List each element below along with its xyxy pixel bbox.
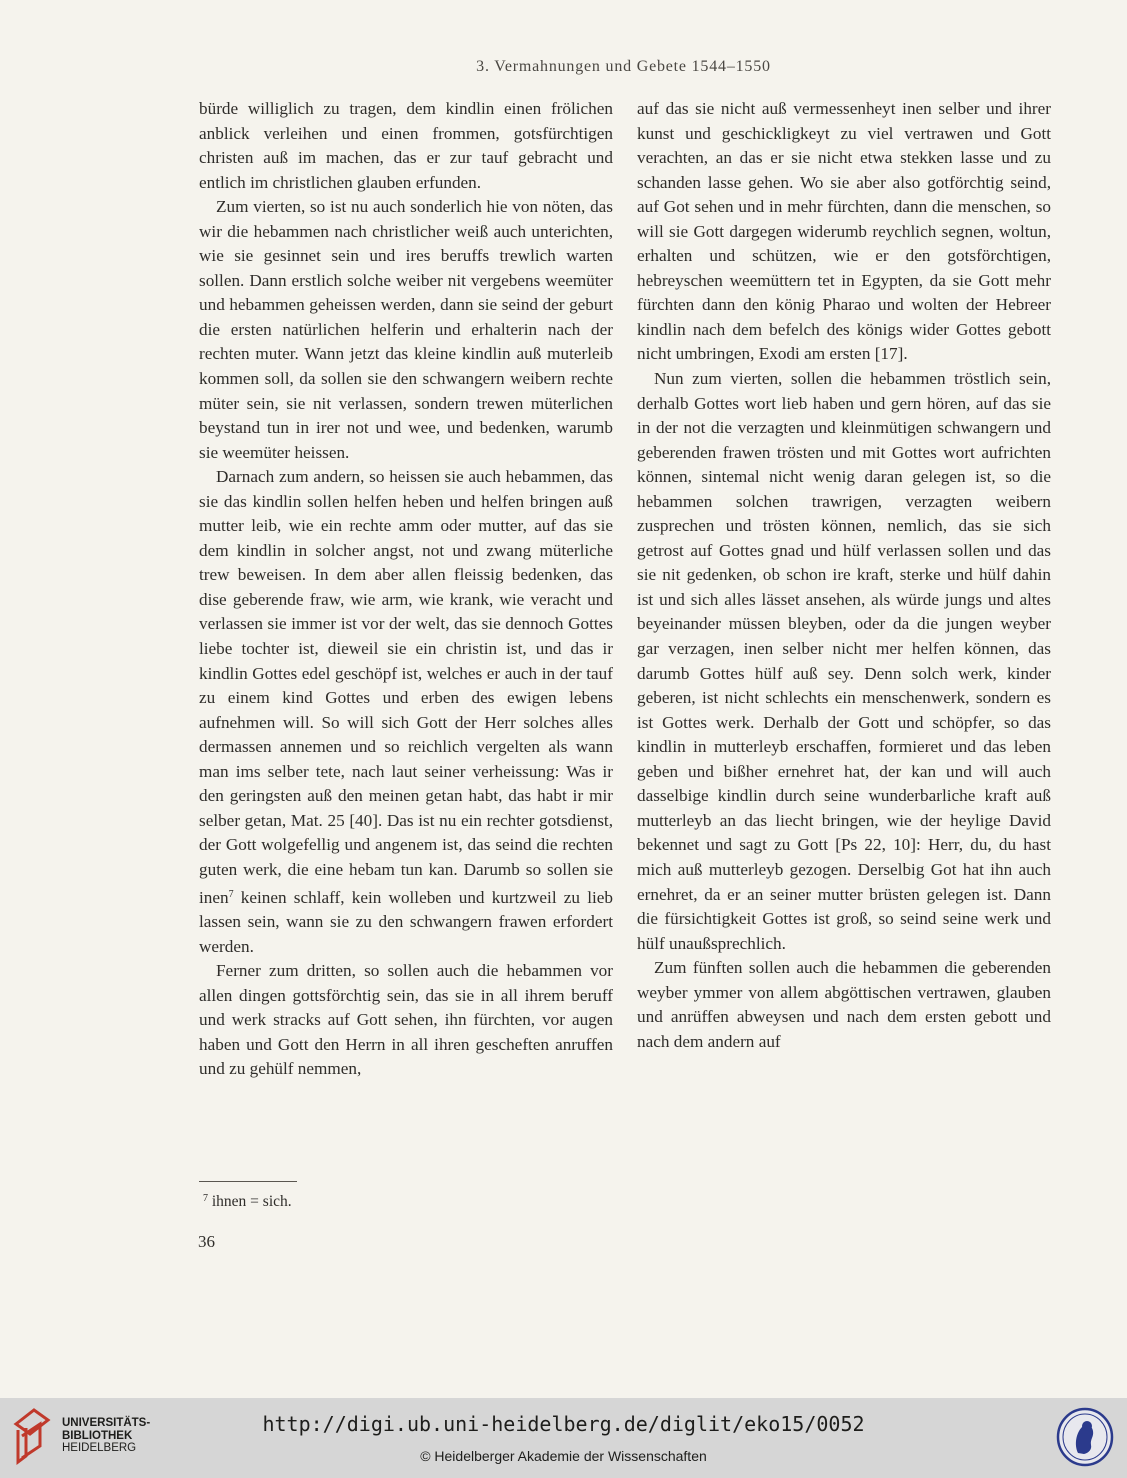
- library-line-1: UNIVERSITÄTS-: [62, 1417, 151, 1429]
- paragraph-text-cont: keinen schlaff, kein wolleben und kurtzweil zu lieb lassen sein, wann sie zu den schwangern frawen erfordert werden.: [199, 887, 613, 956]
- running-title: 3. Vermahnungen und Gebete 1544–1550: [476, 58, 771, 75]
- viewer-footer: [0, 1398, 1127, 1478]
- footnote-marker: 7: [203, 1193, 208, 1204]
- library-line-3: HEIDELBERG: [62, 1442, 137, 1454]
- paragraph-text: Darnach zum andern, so heissen sie auch hebammen, das sie das kindlin sollen helfen heben und helfen bringen auß mutter leib, wie ein rechte amm oder mutter, auf das sie dem kindlin in solcher angst, not und zwang müterliche trew beweisen. In dem aber allen fleissig bedenken, das dise geberende fraw, wie arm, wie krank, wie veracht und verlassen sie immer ist vor der welt, das sie dennoch Gottes liebe tochter ist, dieweil sie ein christin ist, und das ir kindlin Gottes edel geschöpf ist, welches er auch in der tauf zu einem kind Gottes und erben des ewigen lebens aufnehmen will. So will sich Gott der Herr solches alles dermassen annemen und so reichlich vergelten als wann man ims selber tete, nach laut seiner verheissung: Was ir den geringsten auß den meinen getan habt, das habt ir mir selber getan, Mat. 25 [40]. Das ist nu ein rechter gotsdienst, der Gott wolgefellig und angenem ist, das seind die rechten guten werk, die eine hebam tun kan. Darumb so sollen sie inen: [199, 467, 613, 907]
- paragraph: Ferner zum dritten, so sollen auch die hebammen vor allen dingen gottsförchtig sein, das sie in all ihrem beruff und werk stracks auf Gott sehen, ihn fürchten, vor augen haben und Gott den Herrn in all ihren gescheften anruffen und zu gehülf nemmen,: [199, 961, 613, 1079]
- footnote-ref[interactable]: 7: [228, 888, 234, 900]
- academy-seal-icon[interactable]: [1056, 1407, 1114, 1467]
- paragraph: [199, 465, 613, 959]
- library-line-2: BIBLIOTHEK: [62, 1429, 133, 1442]
- paragraph: bürde williglich zu tragen, dem kindlin einen frölichen anblick verleihen und einen frommen, gotsfürchtigen christen auß im machen, das er zur tauf gebracht und entlich im christlichen glauben erfunden.: [199, 99, 613, 192]
- permalink-url[interactable]: http://digi.ub.uni-heidelberg.de/diglit/eko15/0052: [262, 1412, 865, 1436]
- footnote: [203, 1193, 292, 1211]
- left-column: [199, 97, 613, 1082]
- paragraph: Zum fünften sollen auch die hebammen die geberenden weyber ymmer von allem abgöttischen vertrawen, glauben und anrüffen abweysen und nach dem ersten gebott und nach dem andern auf: [637, 958, 1051, 1051]
- footnote-rule: [199, 1181, 297, 1182]
- paragraph: Nun zum vierten, sollen die hebammen tröstlich sein, derhalb Gottes wort lieb haben und gern hören, auf das sie in der not die verzagten und kleinmütigen schwangern und geberenden frawen trösten und mit Gottes wort aufrichten können, sintemal nicht wenig daran gelegen ist, so die hebammen solchen trawrigen, verzagten weibern zusprechen und trösten können, nemlich, das sie sich getrost auf Gottes gnad und hülf verlassen sollen und das sie nit gedenken, ob schon ire kraft, sterke und hülf dahin ist und sich alles lässet ansehen, als würde jungs und altes beyeinander müssen bleyben, oder da die jungen weyber gar verzagen, inen selber nicht mer helfen können, das darumb Gottes hülf auß sey. Denn solch werk, kinder geberen, ist nicht schlechts ein menschenwerk, sondern es ist Gottes werk. Derhalb der Gott und schöpfer, so das kindlin in mutterleyb erschaffen, formieret und das leben geben und bißher ernehret hat, der kan und will auch dasselbige kindlin durch seine wunderbarliche kraft auß mutterleyb an das liecht bringen, wie der heylige David bekennet und sagt zu Gott [Ps 22, 10]: Herr, du, du hast mich auß mutterleyb gezogen. Derselbig Got hat ihn auch ernehret, da er an seiner mutter brüsten gelegen ist. Dann die fürsichtigkeit Gottes ist groß, so seind seine werk und hülf unaußsprechlich.: [637, 369, 1051, 953]
- right-column: [637, 97, 1051, 1054]
- copyright-notice: © Heidelberger Akademie der Wissenschaften: [420, 1448, 707, 1464]
- page-number: 36: [198, 1232, 215, 1251]
- footnote-text: ihnen = sich.: [208, 1193, 292, 1210]
- paragraph: auf das sie nicht auß vermessenheyt inen selber und ihrer kunst und geschickligkeyt zu viel vertrawen und Gott verachten, an das er sie nicht etwa stekken lasse und zu schanden lasse gehen. Wo sie aber also gotförchtig seind, auf Got sehen und in mehr fürchten, dann die menschen, so will sie Gott dargegen widerumb reychlich segnen, woltun, erhalten und schützen, wie er den gotsförchtigen, hebreyschen weemüttern tet in Egypten, da sie Gott mehr fürchten dann den könig Pharao und wolten der Hebreer kindlin nach dem befelch des königs wider Gottes gebott nicht umbringen, Exodi am ersten [17].: [637, 99, 1051, 364]
- paragraph: Zum vierten, so ist nu auch sonderlich hie von nöten, das wir die hebammen nach christlicher weiß auch unterichten, wie sie gesinnet sein und ires beruffs trewlich warten sollen. Dann erstlich solche weiber nit vergebens weemüter und hebammen geheissen werden, dann sie seind der geburt die ersten natürlichen helferin und erhalterin nach der rechten muter. Wann jetzt das kleine kindlin auß muterleib kommen soll, da sollen sie den schwangern weibern rechte müter sein, sie nit verlassen, sondern trewen müterlichen beystand tun in irer not und wee, und bedenken, warumb sie weemüter heissen.: [199, 197, 613, 462]
